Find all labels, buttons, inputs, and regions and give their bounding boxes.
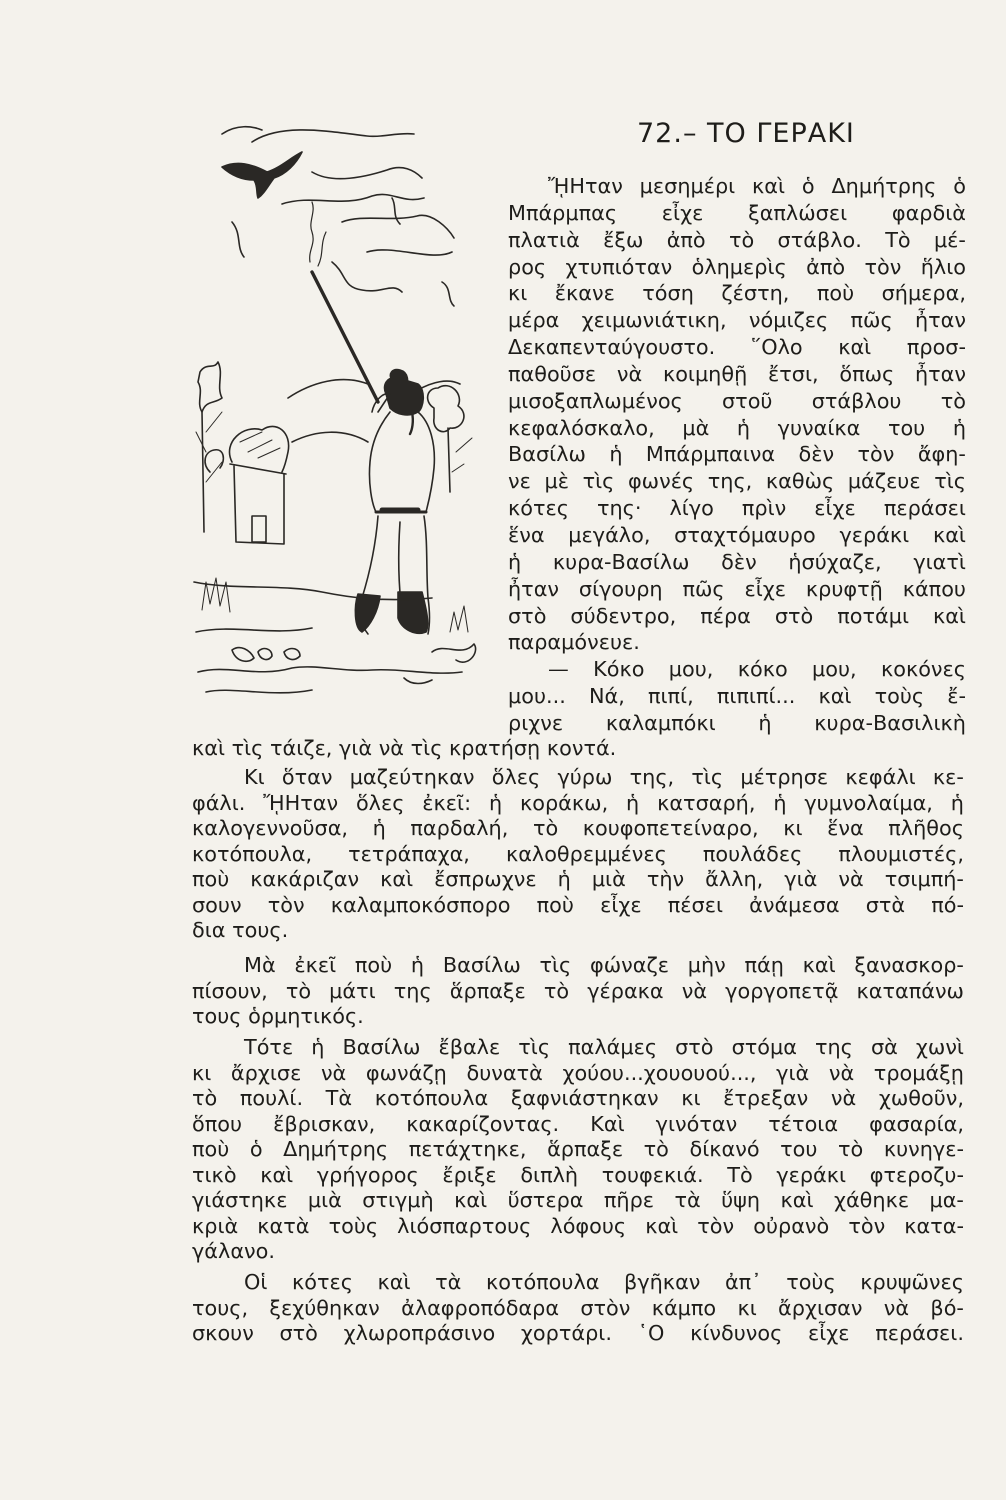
text-line: κότες της· λίγο πρὶν εἶχε περάσει bbox=[508, 496, 966, 521]
text-line: ρος χτυπιόταν ὁλημερὶς ἀπὸ τὸν ἥλιο bbox=[508, 254, 966, 279]
text-line: ἡ κυρα-Βασίλω δὲν ἡσύχαζε, γιατὶ bbox=[508, 549, 966, 574]
text-line: γιάστηκε μιὰ στιγμὴ καὶ ὕστερα πῆρε τὰ ὕψη καὶ χάθηκε μα- bbox=[192, 1188, 964, 1212]
text-line: Οἱ κότες καὶ τὰ κοτόπουλα βγῆκαν ἀπ᾽ τοὺς κρυψῶνες bbox=[244, 1270, 964, 1294]
text-line: κοτόπουλα, τετράπαχα, καλοθρεμμένες πουλάδες πλουμιστές, bbox=[192, 841, 964, 866]
text-line: δια τους. bbox=[192, 918, 289, 942]
text-line: νε μὲ τὶς φωνές της, καθὼς μάζευε τὶς bbox=[508, 469, 966, 494]
text-line: ριχνε καλαμπόκι ἡ κυρα-Βασιλικὴ bbox=[508, 710, 966, 735]
chapter-title: 72.– ΤΟ ΓΕΡΑΚΙ bbox=[637, 118, 855, 149]
text-line: στὸ σύδεντρο, πέρα στὸ ποτάμι καὶ bbox=[508, 603, 966, 628]
paragraph-4 bbox=[192, 953, 964, 1030]
text-line: Δεκαπενταύγουστο. ῞Ολο καὶ προσ- bbox=[508, 335, 966, 360]
text-line: καλογεννοῦσα, ἡ παρδαλή, τὸ κουφοπετείναρο, κι ἕνα πλῆθος bbox=[192, 816, 964, 840]
text-line: Μπάρμπας εἶχε ξαπλώσει φαρδιὰ bbox=[508, 200, 966, 225]
text-line: ᾜΗταν μεσημέρι καὶ ὁ Δημήτρης ὁ bbox=[548, 174, 966, 198]
text-line: μου... Νά, πιπί, πιπιπί... καὶ τοὺς ἔ- bbox=[508, 684, 966, 709]
text-line: τους, ξεχύθηκαν ἀλαφροπόδαρα στὸν κάμπο κι ἄρχισαν νὰ βό- bbox=[192, 1295, 964, 1320]
text-line: σκουν στὸ χλωροπράσινο χορτάρι. ῾Ο κίνδυνος εἶχε περάσει. bbox=[192, 1321, 964, 1345]
text-line: φάλι. ᾜΗταν ὅλες ἐκεῖ: ἡ κοράκω, ἡ κατσαρή, ἡ γυμνολαίμα, ἡ bbox=[192, 790, 964, 815]
text-line: πίσουν, τὸ μάτι της ἅρπαξε τὸ γέρακα νὰ γοργοπετᾷ καταπάνω bbox=[192, 978, 964, 1003]
paragraph-5 bbox=[192, 1035, 964, 1265]
text-line: Βασίλω ἡ Μπάρμπαινα δὲν τὸν ἄφη- bbox=[508, 442, 966, 467]
text-line: καὶ τὶς τάιζε, γιὰ νὰ τὶς κρατήσῃ κοντά. bbox=[192, 736, 617, 760]
paragraph-2-end bbox=[192, 736, 964, 762]
text-line: τὸ πουλί. Τὰ κοτόπουλα ξαφνιάστηκαν κι ἔτρεξαν νὰ χωθοῦν, bbox=[192, 1086, 964, 1110]
paragraph-1 bbox=[508, 173, 966, 737]
text-line: ποὺ ὁ Δημήτρης πετάχτηκε, ἅρπαξε τὸ δίκανό του τὸ κυνηγε- bbox=[192, 1137, 964, 1161]
text-line: ἕνα μεγάλο, σταχτόμαυρο γεράκι καὶ bbox=[508, 522, 966, 547]
text-line: τους ὁρμητικός. bbox=[192, 1004, 364, 1028]
text-line: μισοξαπλωμένος στοῦ στάβλου τὸ bbox=[508, 388, 966, 413]
text-line: πλατιὰ ἔξω ἀπὸ τὸ στάβλο. Τὸ μέ- bbox=[508, 227, 966, 252]
text-line: ποὺ κακάριζαν καὶ ἔσπρωχνε ἡ μιὰ τὴν ἄλλη, γιὰ νὰ τσιμπή- bbox=[192, 867, 964, 891]
text-line: μέρα χειμωνιάτικη, νόμιζες πῶς ἦταν bbox=[508, 308, 966, 333]
text-line: παραμόνευε. bbox=[508, 630, 640, 655]
text-line: σουν τὸν καλαμποκόσπορο ποὺ εἶχε πέσει ἀνάμεσα στὰ πό- bbox=[192, 892, 964, 917]
text-line: κι ἔκανε τόση ζέστη, ποὺ σήμερα, bbox=[508, 281, 966, 306]
text-line: ὅπου ἔβρισκαν, κακαρίζοντας. Καὶ γινόταν τέτοια φασαρία, bbox=[192, 1111, 964, 1136]
text-line: τικὸ καὶ γρήγορος ἔριξε διπλὴ τουφεκιά. Τὸ γεράκι φτεροζυ- bbox=[192, 1162, 964, 1187]
hunter-shooting-hawk-illustration bbox=[192, 112, 492, 712]
text-line: κριὰ κατὰ τοὺς λιόσπαρτους λόφους καὶ τὸν οὐρανὸ τὸν κατα- bbox=[192, 1213, 964, 1238]
text-line: ἦταν σίγουρη πῶς εἶχε κρυφτῇ κάπου bbox=[508, 576, 966, 601]
text-line: Κι ὅταν μαζεύτηκαν ὅλες γύρω της, τὶς μέτρησε κεφάλι κε- bbox=[244, 765, 964, 789]
text-line: κι ἄρχισε νὰ φωνάζῃ δυνατὰ χούου...χουουού..., γιὰ νὰ τρομάξῃ bbox=[192, 1060, 964, 1085]
paragraph-3 bbox=[192, 765, 964, 944]
text-line: κεφαλόσκαλο, μὰ ἡ γυναίκα του ἡ bbox=[508, 415, 966, 440]
text-line: Μὰ ἐκεῖ ποὺ ἡ Βασίλω τὶς φώναζε μὴν πάῃ καὶ ξανασκορ- bbox=[244, 953, 964, 977]
text-line: παθοῦσε νὰ κοιμηθῇ ἔτσι, ὅπως ἦταν bbox=[508, 361, 966, 386]
text-line: γάλανο. bbox=[192, 1239, 275, 1263]
text-line: — Κόκο μου, κόκο μου, κοκόνες bbox=[548, 657, 966, 682]
paragraph-6 bbox=[192, 1270, 964, 1347]
text-line: Τότε ἡ Βασίλω ἔβαλε τὶς παλάμες στὸ στόμα της σὰ χωνὶ bbox=[244, 1035, 964, 1059]
